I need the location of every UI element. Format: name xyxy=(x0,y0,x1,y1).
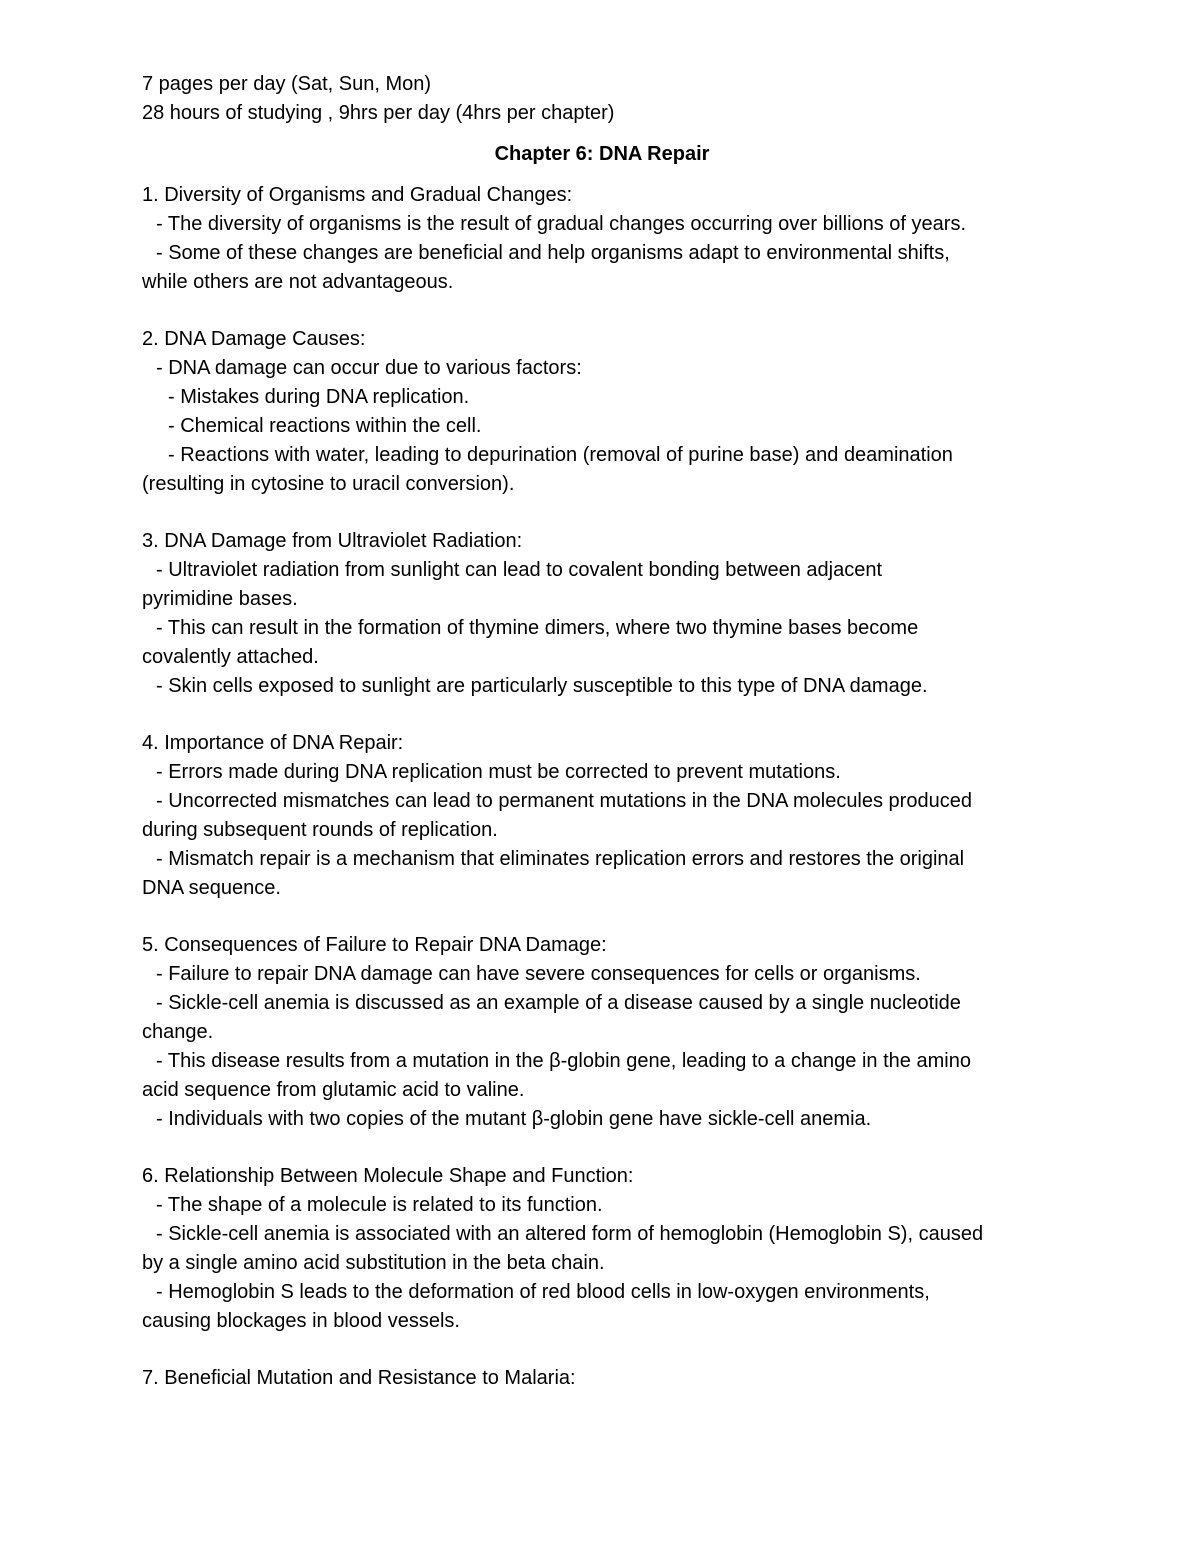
spacer xyxy=(142,701,1062,729)
section-line: - Reactions with water, leading to depurination (removal of purine base) and deamination xyxy=(168,444,953,466)
section-heading: 4. Importance of DNA Repair: xyxy=(142,732,404,754)
section-line: - Chemical reactions within the cell. xyxy=(168,415,482,437)
section-line: causing blockages in blood vessels. xyxy=(142,1310,460,1332)
section-line: - Mismatch repair is a mechanism that eliminates replication errors and restores the original xyxy=(156,848,965,870)
section-7 xyxy=(142,1364,1062,1393)
section-line: while others are not advantageous. xyxy=(142,271,454,293)
section-1 xyxy=(142,181,1062,297)
section-line: - This can result in the formation of thymine dimers, where two thymine bases become xyxy=(156,617,919,639)
section-line: acid sequence from glutamic acid to valine. xyxy=(142,1079,525,1101)
section-line: - Skin cells exposed to sunlight are particularly susceptible to this type of DNA damage. xyxy=(156,675,928,697)
section-4 xyxy=(142,729,1062,903)
spacer xyxy=(142,499,1062,527)
section-line: - Errors made during DNA replication must be corrected to prevent mutations. xyxy=(156,761,841,783)
section-line: - Ultraviolet radiation from sunlight can lead to covalent bonding between adjacent xyxy=(156,559,882,581)
header-line-1: 7 pages per day (Sat, Sun, Mon) xyxy=(142,73,432,95)
spacer xyxy=(142,1336,1062,1364)
section-heading: 1. Diversity of Organisms and Gradual Changes: xyxy=(142,184,573,206)
section-line: - Sickle-cell anemia is associated with an altered form of hemoglobin (Hemoglobin S), caused xyxy=(156,1223,984,1245)
section-heading: 3. DNA Damage from Ultraviolet Radiation: xyxy=(142,530,523,552)
section-line: - DNA damage can occur due to various factors: xyxy=(156,357,582,379)
spacer xyxy=(142,128,1062,140)
section-line: - Mistakes during DNA replication. xyxy=(168,386,470,408)
section-line: pyrimidine bases. xyxy=(142,588,298,610)
section-line: - Uncorrected mismatches can lead to permanent mutations in the DNA molecules produced xyxy=(156,790,972,812)
spacer xyxy=(142,169,1062,181)
section-heading: 5. Consequences of Failure to Repair DNA Damage: xyxy=(142,934,607,956)
spacer xyxy=(142,297,1062,325)
section-line: - This disease results from a mutation in the β-globin gene, leading to a change in the amino xyxy=(156,1050,971,1072)
section-2 xyxy=(142,325,1062,499)
section-heading: 2. DNA Damage Causes: xyxy=(142,328,366,350)
section-line: - The shape of a molecule is related to its function. xyxy=(156,1194,603,1216)
section-line: during subsequent rounds of replication. xyxy=(142,819,498,841)
section-heading: 7. Beneficial Mutation and Resistance to Malaria: xyxy=(142,1367,576,1389)
chapter-title: Chapter 6: DNA Repair xyxy=(494,143,710,165)
section-5 xyxy=(142,931,1062,1134)
section-line: - Sickle-cell anemia is discussed as an example of a disease caused by a single nucleotide xyxy=(156,992,961,1014)
section-line: - Hemoglobin S leads to the deformation of red blood cells in low-oxygen environments, xyxy=(156,1281,930,1303)
section-line: - The diversity of organisms is the result of gradual changes occurring over billions of years. xyxy=(156,213,967,235)
section-line: change. xyxy=(142,1021,214,1043)
spacer xyxy=(142,1134,1062,1162)
section-3 xyxy=(142,527,1062,701)
spacer xyxy=(142,903,1062,931)
header-line-2: 28 hours of studying , 9hrs per day (4hrs per chapter) xyxy=(142,102,615,124)
section-line: - Some of these changes are beneficial and help organisms adapt to environmental shifts, xyxy=(156,242,950,264)
section-line: DNA sequence. xyxy=(142,877,281,899)
section-line: (resulting in cytosine to uracil conversion). xyxy=(142,473,515,495)
section-line: - Individuals with two copies of the mutant β-globin gene have sickle-cell anemia. xyxy=(156,1108,872,1130)
section-6 xyxy=(142,1162,1062,1336)
section-line: - Failure to repair DNA damage can have severe consequences for cells or organisms. xyxy=(156,963,921,985)
section-line: covalently attached. xyxy=(142,646,319,668)
section-line: by a single amino acid substitution in the beta chain. xyxy=(142,1252,605,1274)
document-page xyxy=(142,70,1062,1393)
section-heading: 6. Relationship Between Molecule Shape and Function: xyxy=(142,1165,634,1187)
